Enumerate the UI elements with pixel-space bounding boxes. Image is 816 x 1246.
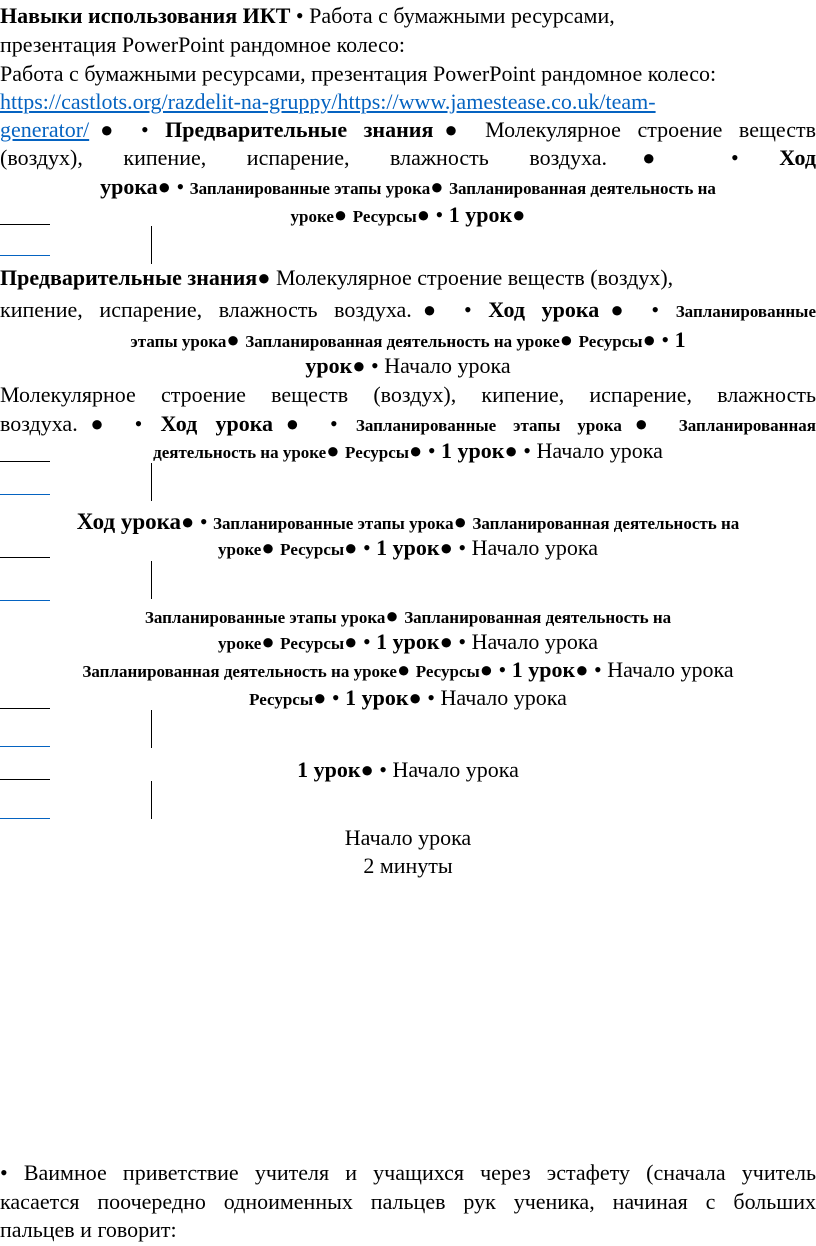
line-7-small2: Запланированная деятельность на (449, 179, 716, 198)
line-14-small: Запланированные этапы урока (355, 416, 622, 435)
line-18-small: Запланированные этапы урока (144, 608, 386, 627)
line-15-text: Начало урока (536, 438, 663, 463)
line-12: урок● • Начало урока (305, 353, 511, 378)
line-10-small: Запланированные (675, 302, 816, 321)
line-24: 2 минуты (363, 853, 453, 878)
vertical-rule (151, 561, 152, 599)
line-16: Ход урока● • Запланированные этапы урока● Запланированная деятельность на (76, 509, 740, 534)
line-21-text: Начало урока (440, 685, 567, 710)
line-17-small2: Ресурсы (280, 540, 345, 559)
line-21-small: Ресурсы (249, 690, 314, 709)
line-25-text: Ваимное приветствие учителя и учащихся через эстафету (сначала учитель (23, 1160, 816, 1185)
line-1: Навыки использования ИКТ • Работа с бумажными ресурсами, (0, 3, 615, 28)
line-19: уроке● Ресурсы● • 1 урок● • Начало урока (217, 629, 598, 654)
underline-mark (0, 461, 50, 462)
line-17-bold: 1 урок (376, 535, 440, 560)
line-17-text: Начало урока (471, 535, 598, 560)
line-20-small2: Ресурсы (415, 662, 480, 681)
line-10: кипение, испарение, влажность воздуха.● • Ход урока● • Запланированные (0, 297, 816, 322)
vertical-rule (151, 463, 152, 501)
line-15-small2: Ресурсы (345, 443, 410, 462)
underline-mark (0, 779, 50, 780)
line-8-bold: 1 урок (448, 202, 513, 227)
vertical-rule (151, 781, 152, 819)
ict-skills-heading: Навыки использования ИКТ (0, 3, 291, 28)
line-5-text: Молекулярное строение веществ (485, 117, 816, 142)
line-10-bold: Ход урока (488, 297, 600, 322)
line-8: уроке● Ресурсы● • 1 урок● (290, 202, 526, 227)
line-18-small2: Запланированная деятельность на (404, 608, 672, 627)
line-19-text: Начало урока (471, 629, 598, 654)
line-20-text: Начало урока (607, 657, 734, 682)
line-16-small2: Запланированная деятельность на (472, 514, 740, 533)
line-13: Молекулярное строение веществ (воздух), кипение, испарение, влажность (0, 382, 816, 407)
line-27: пальцев и говорит: (0, 1217, 177, 1242)
bullet: • (0, 1160, 8, 1185)
line-17-small: уроке (217, 540, 262, 559)
line-15-small: деятельность на уроке (153, 443, 327, 462)
line-22-bold: 1 урок (297, 757, 361, 782)
underline-mark (0, 708, 50, 709)
line-11-small: этапы урока (130, 332, 227, 351)
line-11-small3: Ресурсы (578, 332, 643, 351)
line-15: деятельность на уроке● Ресурсы● • 1 урок● • Начало урока (153, 438, 663, 463)
line-6-bold: Ход (779, 145, 816, 170)
line-14-bold: Ход урока (160, 411, 274, 436)
line-14: воздуха.● • Ход урока● • Запланированные этапы урока● Запланированная (0, 411, 816, 436)
line-22: 1 урок● • Начало урока (297, 757, 519, 782)
underline-mark (0, 224, 50, 225)
line-2: презентация PowerPoint рандомное колесо: (0, 32, 406, 57)
prior-knowledge-label: Предварительные знания (165, 117, 434, 142)
line-19-small2: Ресурсы (280, 634, 345, 653)
vertical-rule (151, 710, 152, 748)
line-18: Запланированные этапы урока● Запланированная деятельность на (144, 603, 672, 628)
line-15-bold: 1 урок (441, 438, 505, 463)
line-8-small2: Ресурсы (352, 207, 417, 226)
line-19-bold: 1 урок (376, 629, 440, 654)
line-5: generator/● • Предварительные знания● Молекулярное строение веществ (0, 117, 816, 142)
line-10-text: кипение, испарение, влажность воздуха. (0, 297, 412, 322)
line-6-text: (воздух), кипение, испарение, влажность воздуха. (0, 145, 608, 170)
line-21: Ресурсы● • 1 урок● • Начало урока (249, 685, 567, 710)
underline-mark-blue (0, 600, 50, 601)
line-22-text: Начало урока (392, 757, 519, 782)
url-link[interactable]: https://castlots.org/razdelit-na-gruppy/https://www.jamestease.co.uk/team- (0, 89, 656, 114)
underline-mark-blue (0, 818, 50, 819)
line-25 (0, 1159, 816, 1187)
line-12-text: Начало урока (384, 353, 511, 378)
line-20-bold: 1 урок (511, 657, 576, 682)
underline-mark-blue (0, 494, 50, 495)
line-3: Работа с бумажными ресурсами, презентация PowerPoint рандомное колесо: (0, 61, 717, 86)
line-16-bold: Ход урока (76, 509, 182, 534)
line-11-small2: Запланированная деятельность на уроке (245, 332, 560, 351)
underline-mark-blue (0, 255, 50, 256)
line-16-small: Запланированные этапы урока (213, 514, 454, 533)
line-14-text: воздуха. (0, 411, 78, 436)
line-9: Предварительные знания● Молекулярное строение веществ (воздух), (0, 265, 674, 290)
line-7: урока● • Запланированные этапы урока● Запланированная деятельность на (100, 174, 716, 199)
underline-mark (0, 557, 50, 558)
line-14-small2: Запланированная (678, 416, 816, 435)
line-12-bold: урок (305, 353, 353, 378)
line-26: касается поочередно одноименных пальцев рук ученика, начиная с больших (0, 1189, 816, 1214)
line-6: (воздух), кипение, испарение, влажность воздуха.● • Ход (0, 145, 816, 170)
url-link-cont[interactable]: generator/ (0, 117, 90, 142)
line-20-small: Запланированная деятельность на уроке (82, 662, 397, 681)
line-17: уроке● Ресурсы● • 1 урок● • Начало урока (217, 535, 598, 560)
line-7-small: Запланированные этапы урока (189, 179, 431, 198)
line-7-bold: урока (100, 174, 158, 199)
line-19-small: уроке (217, 634, 262, 653)
line-9-bold: Предварительные знания (0, 265, 258, 290)
line-11-bold: 1 (674, 327, 686, 352)
underline-mark-blue (0, 746, 50, 747)
line-23: Начало урока (344, 825, 472, 850)
line-4 (0, 88, 816, 116)
vertical-rule (151, 226, 152, 264)
line-8-small: уроке (290, 207, 334, 226)
line-20: Запланированная деятельность на уроке● Ресурсы● • 1 урок● • Начало урока (82, 657, 734, 682)
line-21-bold: 1 урок (345, 685, 409, 710)
line-1-text: Работа с бумажными ресурсами, (309, 3, 615, 28)
line-9-text: Молекулярное строение веществ (воздух), (275, 265, 674, 290)
line-11: этапы урока● Запланированная деятельность на уроке● Ресурсы● • 1 (130, 327, 686, 352)
